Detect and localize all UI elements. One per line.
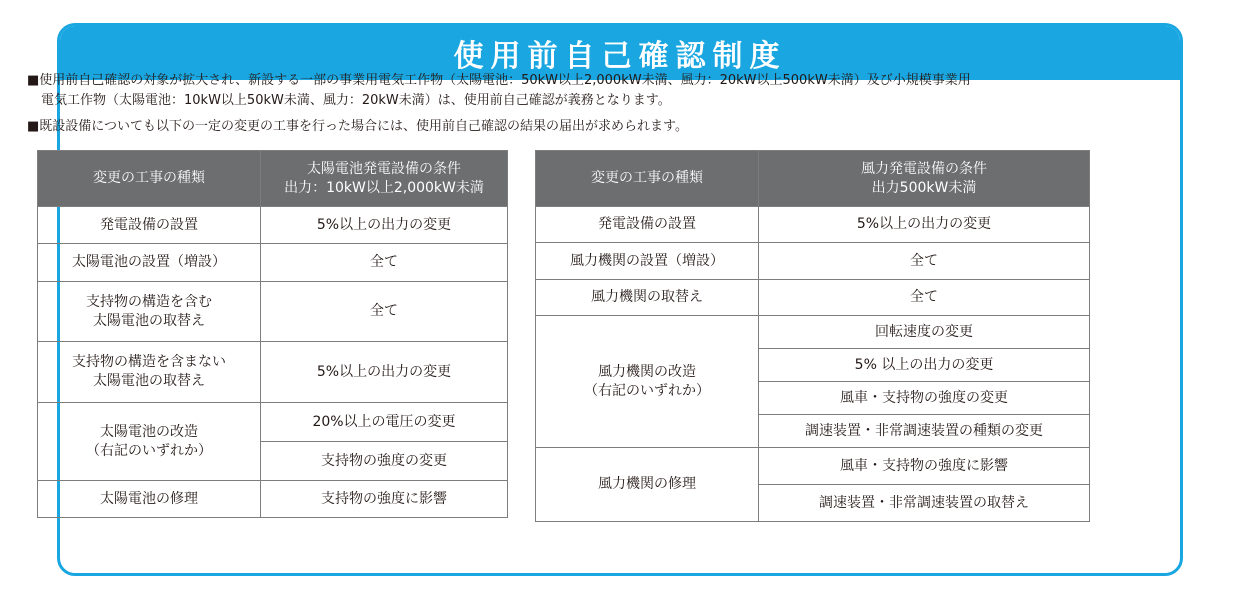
panel-title: 使用前自己確認制度	[60, 26, 1180, 80]
wind-cond-cell: 全て	[759, 280, 1090, 316]
solar-type-line2: （右記のいずれか）	[86, 442, 212, 459]
solar-table	[37, 150, 508, 518]
wind-cond-cell: 回転速度の変更	[759, 316, 1090, 349]
solar-header-cond-line1: 太陽電池発電設備の条件	[307, 160, 461, 177]
wind-cond-cell: 調速装置・非常調速装置の種類の変更	[759, 415, 1090, 448]
solar-type-cell	[38, 342, 261, 403]
note-1-line-1: ■使用前自己確認の対象が拡大され、新設する一部の事業用電気工作物（太陽電池：50kW以上2,000kW未満、風力：20kW以上500kW未満）及び小規模事業用	[27, 73, 971, 88]
wind-type-cell: 風力機関の取替え	[536, 280, 759, 316]
wind-type-cell	[536, 316, 759, 448]
wind-cond-cell: 調速装置・非常調速装置の取替え	[759, 485, 1090, 522]
solar-type-line2: 太陽電池の取替え	[93, 373, 205, 389]
wind-type-cell: 風力機関の修理	[536, 448, 759, 522]
wind-header-cond-line2: 出力500kW未満	[871, 179, 977, 196]
table-row	[38, 244, 508, 282]
solar-type-cell: 発電設備の設置	[38, 207, 261, 244]
table-row	[38, 207, 508, 244]
wind-cond-cell: 5%以上の出力の変更	[759, 207, 1090, 243]
wind-type-line1: 風力機関の改造	[598, 363, 696, 380]
table-row	[536, 280, 1090, 316]
solar-type-cell: 太陽電池の設置（増設）	[38, 244, 261, 282]
note-2	[27, 117, 971, 137]
solar-cond-cell: 全て	[261, 244, 508, 282]
solar-type-cell: 太陽電池の修理	[38, 481, 261, 518]
wind-type-cell: 風力機関の設置（増設）	[536, 243, 759, 280]
notes	[27, 71, 971, 137]
table-row	[536, 207, 1090, 243]
solar-type-line1: 支持物の構造を含む	[86, 293, 212, 310]
wind-cond-cell: 全て	[759, 243, 1090, 280]
wind-cond-cell: 風車・支持物の強度に影響	[759, 448, 1090, 485]
table-row	[38, 342, 508, 403]
table-row	[38, 282, 508, 342]
wind-table	[535, 150, 1090, 522]
note-1	[27, 71, 971, 111]
solar-cond-cell: 20%以上の電圧の変更	[261, 403, 508, 442]
solar-header-cond	[261, 151, 508, 207]
wind-cond-cell: 風車・支持物の強度の変更	[759, 382, 1090, 415]
table-row	[536, 243, 1090, 280]
solar-cond-cell: 支持物の強度に影響	[261, 481, 508, 518]
wind-header-cond	[759, 151, 1090, 207]
solar-cond-cell: 支持物の強度の変更	[261, 442, 508, 481]
solar-type-cell	[38, 282, 261, 342]
solar-cond-cell: 全て	[261, 282, 508, 342]
solar-cond-cell: 5%以上の出力の変更	[261, 207, 508, 244]
wind-header-cond-line1: 風力発電設備の条件	[861, 160, 987, 177]
note-2-line-1: ■既設設備についても以下の一定の変更の工事を行った場合には、使用前自己確認の結果の届出が求められます。	[27, 119, 688, 134]
wind-type-line2: （右記のいずれか）	[584, 382, 710, 399]
note-1-line-2: 電気工作物（太陽電池：10kW以上50kW未満、風力：20kW未満）は、使用前自己確認が義務となります。	[41, 93, 671, 108]
solar-header-cond-line2: 出力：10kW以上2,000kW未満	[284, 179, 484, 196]
table-row	[38, 481, 508, 518]
wind-header-type: 変更の工事の種類	[536, 151, 759, 207]
wind-cond-cell: 5% 以上の出力の変更	[759, 349, 1090, 382]
table-row	[536, 316, 1090, 349]
table-row	[536, 448, 1090, 485]
solar-type-line1: 太陽電池の改造	[100, 423, 198, 440]
wind-type-cell: 発電設備の設置	[536, 207, 759, 243]
solar-type-line2: 太陽電池の取替え	[93, 312, 205, 329]
solar-type-cell	[38, 403, 261, 481]
solar-type-line1: 支持物の構造を含まない	[72, 354, 226, 370]
solar-header-type: 変更の工事の種類	[38, 151, 261, 207]
solar-cond-cell: 5%以上の出力の変更	[261, 342, 508, 403]
table-row	[38, 403, 508, 442]
